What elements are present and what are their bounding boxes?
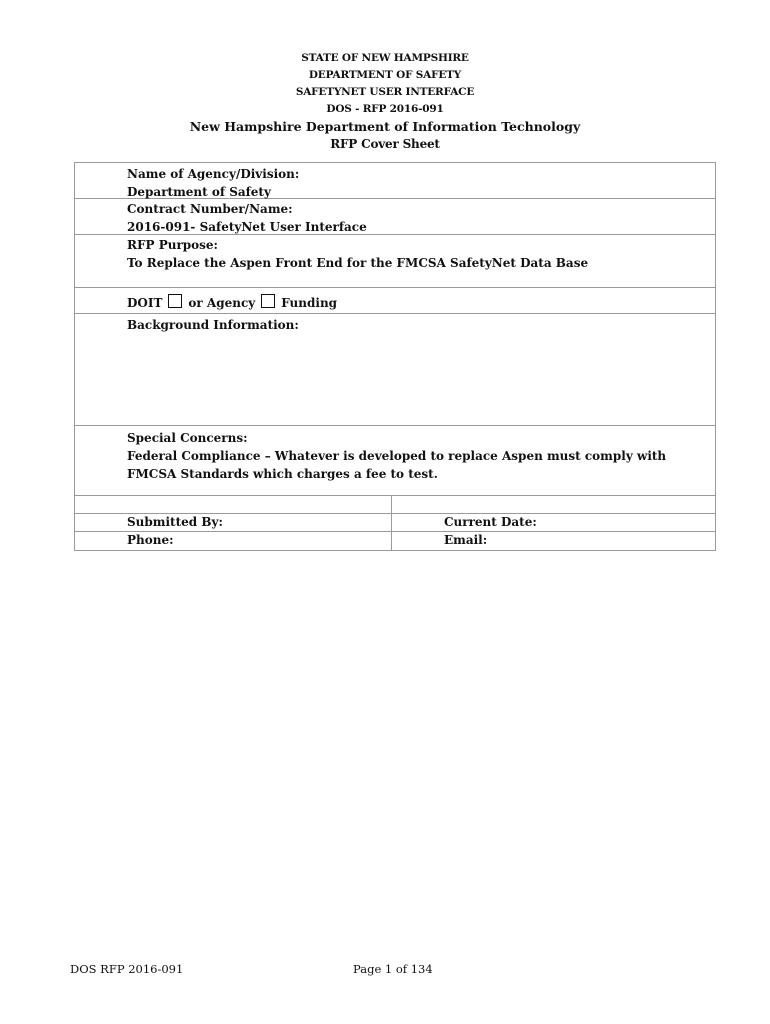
blank-cell-right bbox=[392, 496, 715, 513]
header-state: STATE OF NEW HAMPSHIRE bbox=[301, 52, 469, 64]
funding-label: Funding bbox=[281, 296, 338, 310]
agency-value: Department of Safety bbox=[127, 185, 271, 199]
background-row bbox=[75, 314, 715, 426]
agency-checkbox[interactable] bbox=[261, 294, 275, 308]
header-doit: New Hampshire Department of Information Technology bbox=[189, 119, 581, 134]
funding-row bbox=[75, 288, 715, 314]
purpose-row bbox=[75, 235, 715, 288]
doit-checkbox[interactable] bbox=[168, 294, 182, 308]
purpose-label: RFP Purpose: bbox=[127, 238, 218, 252]
submitted-row bbox=[75, 514, 715, 532]
email-label: Email: bbox=[444, 533, 488, 547]
header-rfp-number: DOS - RFP 2016-091 bbox=[326, 103, 444, 115]
contract-value: 2016-091- SafetyNet User Interface bbox=[127, 220, 367, 234]
concerns-line2: FMCSA Standards which charges a fee to test. bbox=[127, 467, 438, 481]
current-date-label: Current Date: bbox=[444, 515, 537, 529]
phone-row bbox=[75, 532, 715, 550]
footer-page-number: Page 1 of 134 bbox=[353, 962, 433, 976]
agency-label: Name of Agency/Division: bbox=[127, 167, 300, 181]
agency-row bbox=[75, 163, 715, 199]
document-header bbox=[0, 50, 770, 153]
contract-row bbox=[75, 199, 715, 235]
blank-cell-left bbox=[75, 496, 392, 513]
contract-label: Contract Number/Name: bbox=[127, 202, 293, 216]
submitted-by-label: Submitted By: bbox=[75, 514, 392, 531]
blank-row bbox=[75, 496, 715, 514]
purpose-value: To Replace the Aspen Front End for the FMCSA SafetyNet Data Base bbox=[127, 256, 589, 270]
header-department: DEPARTMENT OF SAFETY bbox=[308, 69, 462, 81]
doit-label: DOIT bbox=[127, 296, 163, 310]
footer-doc-id: DOS RFP 2016-091 bbox=[70, 962, 184, 976]
phone-label: Phone: bbox=[75, 532, 392, 550]
concerns-row bbox=[75, 426, 715, 496]
header-cover-sheet: RFP Cover Sheet bbox=[330, 137, 440, 151]
background-label: Background Information: bbox=[127, 318, 299, 332]
header-project: SAFETYNET USER INTERFACE bbox=[295, 86, 475, 98]
or-agency-label: or Agency bbox=[188, 296, 256, 310]
concerns-label: Special Concerns: bbox=[127, 431, 248, 445]
concerns-line1: Federal Compliance – Whatever is developed to replace Aspen must comply with bbox=[127, 449, 667, 463]
rfp-cover-form bbox=[74, 162, 716, 551]
